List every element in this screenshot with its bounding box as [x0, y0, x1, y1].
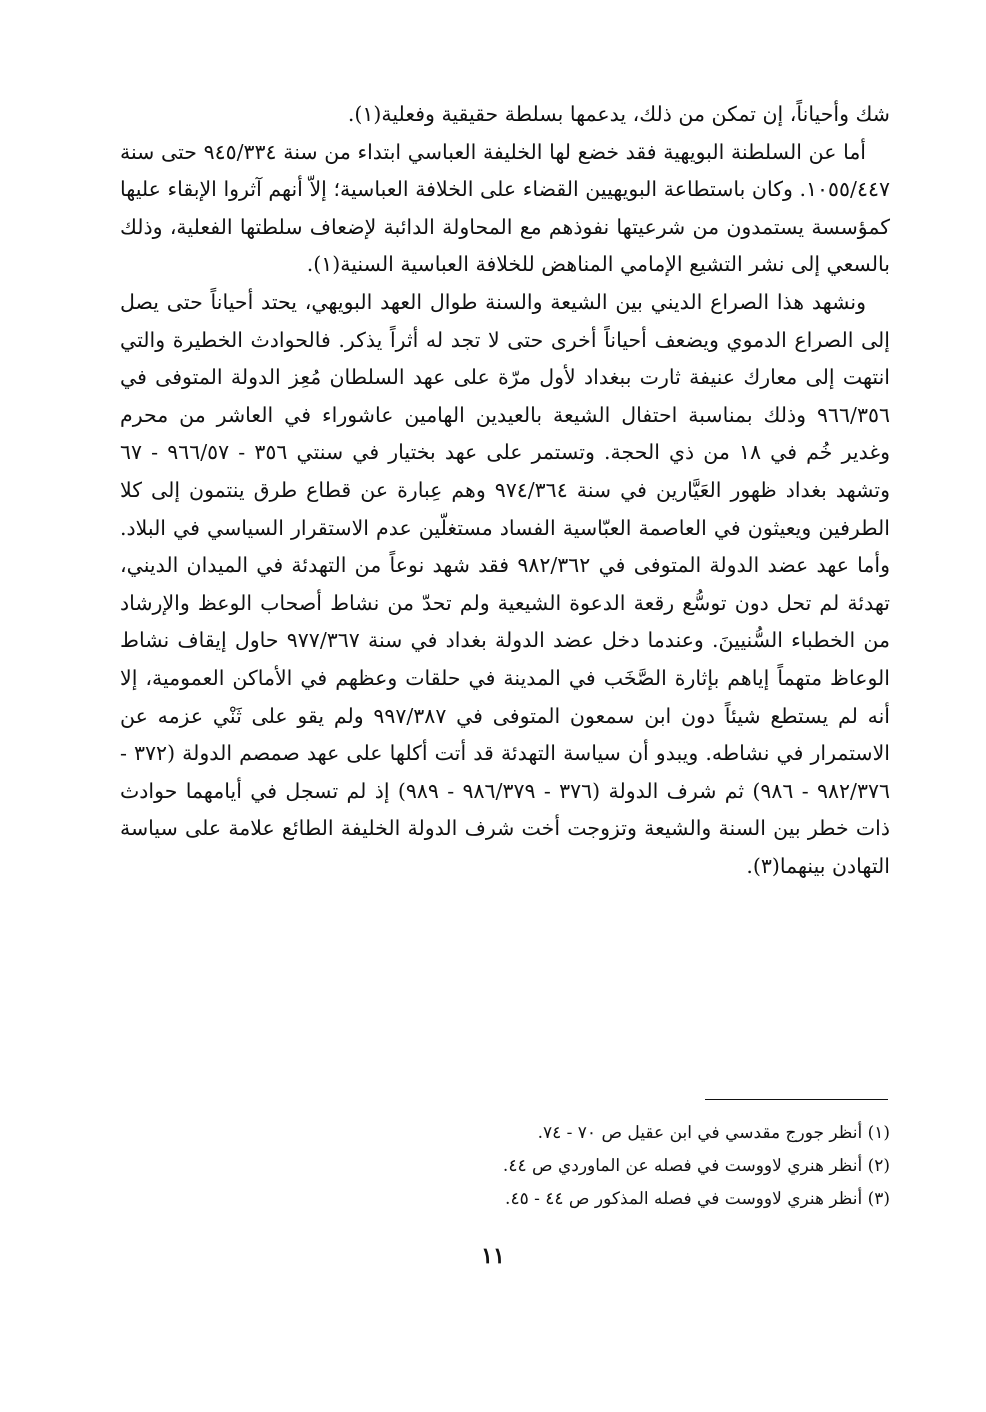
paragraph-2: أما عن السلطنة البويهية فقد خضع لها الخليفة العباسي ابتداء من سنة ٩٤٥/٣٣٤ حتى سنة ١٠٥٥/٤٤٧. وكان باستطاعة البويهيين القضاء على الخلافة العباسية؛ إلاّ أنهم آثروا الإبقاء عليها كمؤسسة يستمدون من شرعيتها نفوذهم مع المحاولة الدائبة لإضعاف سلطتها الفعلية، وذلك بالسعي إلى نشر التشيع الإمامي المناهض للخلافة العباسية السنية(١).: [120, 139, 890, 277]
body-text: [120, 96, 890, 885]
footnote-separator: [705, 1099, 888, 1100]
paragraph-3: ونشهد هذا الصراع الديني بين الشيعة والسنة طوال العهد البويهي، يحتد أحياناً حتى يصل إلى الصراع الدموي ويضعف أحياناً أخرى حتى لا تجد له أثراً يذكر. فالحوادث الخطيرة والتي انتهت إلى معارك عنيفة ثارت ببغداد لأول مرّة على عهد السلطان مُعِز الدولة المتوفى في ٩٦٦/٣٥٦ وذلك بمناسبة احتفال الشيعة بالعيدين الهامين عاشوراء في العاشر من محرم وغدير خُم في ١٨ من ذي الحجة. وتستمر على عهد بختيار في سنتي ٣٥٦ - ٩٦٦/٥٧ - ٦٧ وتشهد بغداد ظهور العَيَّارين في سنة ٩٧٤/٣٦٤ وهم عِبارة عن قطاع طرق ينتمون إلى كلا الطرفين ويعيثون في العاصمة العبّاسية الفساد مستغلّين عدم الاستقرار السياسي في البلاد. وأما عهد عضد الدولة المتوفى في ٩٨٢/٣٦٢ فقد شهد نوعاً من التهدئة في الميدان الديني، تهدئة لم تحل دون توسُّع رقعة الدعوة الشيعية ولم تحدّ من نشاط أصحاب الوعظ والإرشاد من الخطباء السُّنيينَ. وعندما دخل عضد الدولة بغداد في سنة ٩٧٧/٣٦٧ حاول إيقاف نشاط الوعاظ متهماً إياهم بإثارة الصَّخَب في المدينة في حلقات وعظهم في الأماكن العمومية، إلا أنه لم يستطع شيئاً دون ابن سمعون المتوفى في ٩٩٧/٣٨٧ ولم يقو على ثَنْي عزمه عن الاستمرار في نشاطه. ويبدو أن سياسة التهدئة قد أتت أكلها على عهد صمصم الدولة (٣٧٢ - ٩٨٢/٣٧٦ - ٩٨٦) ثم شرف الدولة (٣٧٦ - ٩٨٦/٣٧٩ - ٩٨٩) إذ لم تسجل في أيامهما حوادث ذات خطر بين السنة والشيعة وتزوجت أخت شرف الدولة الخليفة الطائع علامة على سياسة التهادن بينهما(٣).: [120, 289, 891, 878]
footnote-2: (٢) أنظر هنري لاووست في فصله عن الماوردي ص ٤٤.: [502, 1156, 890, 1176]
footnotes: [300, 1117, 890, 1216]
footnote-1: (١) أنظر جورج مقدسي في ابن عقيل ص ٧٠ - ٧٤.: [537, 1123, 890, 1143]
paragraph-1: شك وأحياناً، إن تمكن من ذلك، يدعمها بسلطة حقيقية وفعلية(١).: [347, 102, 890, 126]
page-number: ١١: [481, 1243, 505, 1269]
footnote-3: (٣) أنظر هنري لاووست في فصله المذكور ص ٤٤ - ٤٥.: [505, 1189, 890, 1209]
